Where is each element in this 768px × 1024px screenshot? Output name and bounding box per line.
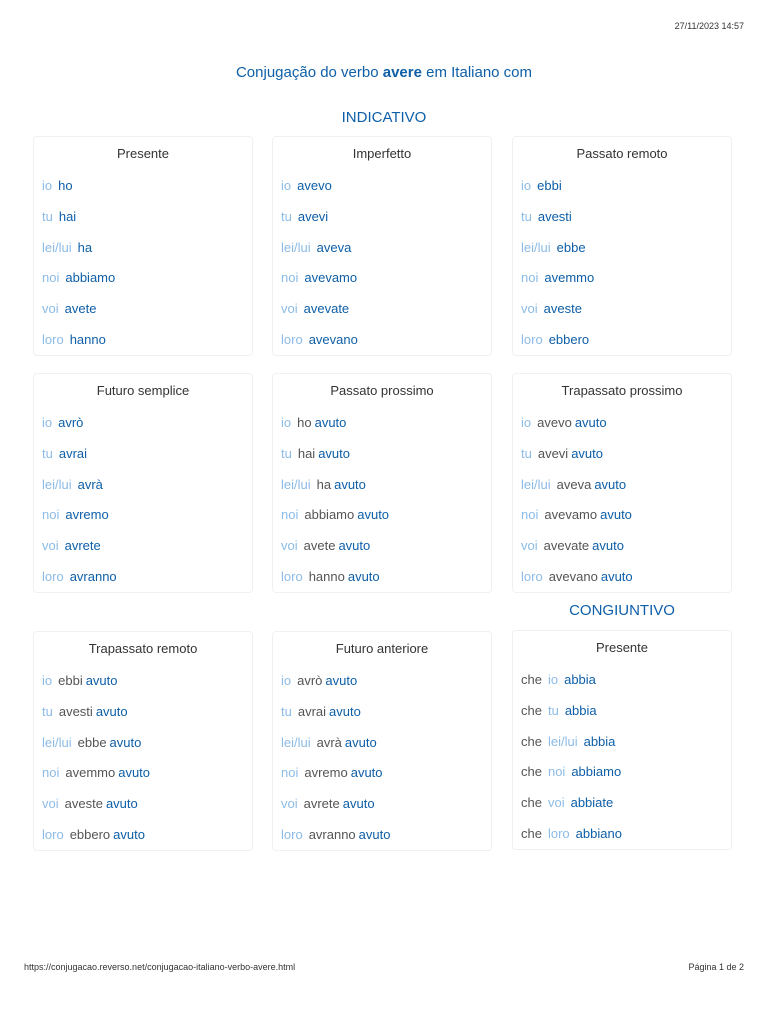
conjugation-row — [521, 568, 723, 599]
pronoun: tu — [281, 703, 292, 719]
verb-form: avuto — [342, 796, 375, 812]
verb-form: avuto — [325, 673, 358, 688]
verb-form: aveste — [543, 301, 582, 317]
conjugation-row — [42, 568, 244, 599]
pronoun: lei/lui — [281, 239, 311, 255]
verb-form: avuto — [95, 703, 128, 719]
conjugation-row — [521, 239, 723, 270]
pronoun: tu — [42, 703, 53, 719]
pronoun: voi — [281, 796, 298, 812]
auxiliary-form: hanno — [308, 568, 345, 584]
footer-url: https://conjugacao.reverso.net/conjugacao-italiano-verbo-avere.html — [24, 962, 296, 972]
conjugation-row — [521, 506, 723, 537]
card-passato-prossimo — [272, 373, 492, 593]
conjugation-row — [281, 672, 483, 703]
pronoun: loro — [547, 825, 570, 841]
che-word: che — [521, 795, 542, 811]
pronoun: tu — [281, 208, 292, 224]
conjugation-row — [42, 795, 244, 826]
card-title: Trapassato remoto — [88, 641, 198, 656]
card-title: Imperfetto — [352, 146, 412, 161]
auxiliary-form: avevano — [548, 568, 598, 584]
title-suffix: em Italiano com — [421, 64, 533, 81]
auxiliary-form: ebbe — [77, 734, 107, 750]
conjugation-row — [42, 269, 244, 300]
conjugation-row — [281, 269, 483, 300]
conjugation-row — [521, 331, 723, 362]
verb-form: abbiano — [575, 825, 622, 841]
card-title: Trapassato prossimo — [561, 383, 683, 398]
pronoun: loro — [521, 568, 543, 584]
verb-form: avevate — [303, 301, 350, 317]
conjugation-row — [42, 703, 244, 734]
pronoun: lei/lui — [521, 239, 551, 255]
verb-form: avevo — [297, 178, 332, 193]
conjugation-row — [42, 734, 244, 765]
pronoun: lei/lui — [521, 476, 551, 492]
pronoun: io — [281, 178, 292, 193]
verb-form: abbia — [564, 702, 597, 718]
pronoun: noi — [521, 507, 539, 523]
pronoun: loro — [42, 826, 64, 842]
conjugation-row — [281, 734, 483, 765]
auxiliary-form: abbiamo — [304, 507, 355, 523]
pronoun: voi — [521, 301, 538, 317]
pronoun: lei/lui — [42, 734, 72, 750]
che-word: che — [521, 764, 542, 780]
page-title — [0, 64, 768, 81]
pronoun: io — [42, 415, 53, 430]
pronoun: loro — [281, 331, 303, 347]
pronoun: tu — [281, 445, 292, 461]
verb-form: avuto — [571, 445, 604, 461]
pronoun: tu — [547, 702, 559, 718]
conjugation-row — [42, 239, 244, 270]
conjugation-row — [521, 763, 723, 794]
auxiliary-form: avevo — [537, 415, 572, 430]
pronoun: loro — [42, 331, 64, 347]
conjugation-list — [281, 414, 483, 599]
auxiliary-form: ebbi — [58, 673, 83, 688]
conjugation-row — [42, 177, 244, 208]
conjugation-row — [42, 764, 244, 795]
section-heading-congiuntivo: CONGIUNTIVO — [569, 602, 675, 619]
pronoun: voi — [42, 538, 59, 554]
verb-form: avemmo — [544, 270, 595, 286]
conjugation-row — [281, 703, 483, 734]
pronoun: lei/lui — [281, 734, 311, 750]
pronoun: lei/lui — [42, 476, 72, 492]
auxiliary-form: avesti — [58, 703, 93, 719]
verb-form: ho — [58, 178, 73, 193]
verb-form: avuto — [85, 673, 118, 688]
pronoun: tu — [521, 445, 532, 461]
auxiliary-form: avrete — [303, 796, 340, 812]
conjugation-row — [281, 208, 483, 239]
conjugation-row — [281, 445, 483, 476]
verb-form: avevano — [308, 331, 358, 347]
auxiliary-form: avevi — [537, 445, 569, 461]
conjugation-row — [521, 269, 723, 300]
conjugation-list — [521, 414, 723, 599]
card-title: Presente — [595, 640, 649, 655]
pronoun: voi — [42, 796, 59, 812]
verb-form: hanno — [69, 331, 106, 347]
verb-form: avuto — [357, 507, 390, 523]
conjugation-row — [521, 445, 723, 476]
pronoun: io — [521, 178, 532, 193]
conjugation-row — [281, 764, 483, 795]
verb-form: ha — [77, 239, 93, 255]
conjugation-row — [521, 702, 723, 733]
conjugation-list — [281, 672, 483, 857]
conjugation-row — [281, 414, 483, 445]
conjugation-row — [281, 239, 483, 270]
pronoun: noi — [42, 270, 60, 286]
che-word: che — [521, 733, 542, 749]
verb-form: avete — [64, 301, 97, 317]
verb-form: avrai — [58, 445, 88, 461]
pronoun: lei/lui — [281, 476, 311, 492]
auxiliary-form: aveste — [64, 796, 103, 812]
conjugation-list — [42, 177, 244, 362]
verb-form: avuto — [592, 538, 624, 554]
card-title: Futuro semplice — [96, 383, 190, 398]
pronoun: tu — [42, 445, 53, 461]
card-presente — [33, 136, 253, 356]
verb-form: avuto — [358, 826, 391, 842]
conjugation-row — [42, 414, 244, 445]
pronoun: voi — [521, 538, 538, 554]
conjugation-row — [281, 826, 483, 857]
conjugation-row — [42, 445, 244, 476]
che-word: che — [521, 672, 542, 687]
conjugation-row — [281, 177, 483, 208]
auxiliary-form: avranno — [308, 826, 356, 842]
pronoun: tu — [521, 208, 532, 224]
pronoun: voi — [281, 301, 298, 317]
verb-form: avuto — [574, 415, 607, 430]
verb-form: abbiamo — [571, 764, 622, 780]
card-trapassato-remoto — [33, 631, 253, 851]
auxiliary-form: aveva — [556, 476, 592, 492]
verb-form: avuto — [594, 476, 627, 492]
verb-form: avuto — [334, 476, 366, 492]
conjugation-row — [42, 300, 244, 331]
verb-form: avuto — [344, 734, 377, 750]
auxiliary-form: ha — [316, 476, 332, 492]
card-title: Passato prossimo — [330, 383, 434, 398]
footer-page-number: Página 1 de 2 — [688, 962, 744, 972]
auxiliary-form: avrà — [316, 734, 342, 750]
pronoun: noi — [547, 764, 566, 780]
conjugation-row — [281, 300, 483, 331]
che-word: che — [521, 825, 542, 841]
auxiliary-form: avemmo — [65, 765, 116, 781]
verb-form: avuto — [113, 826, 145, 842]
pronoun: lei/lui — [547, 733, 578, 749]
conjugation-row — [42, 331, 244, 362]
pronoun: loro — [42, 568, 64, 584]
conjugation-list — [42, 414, 244, 599]
verb-form: abbia — [583, 733, 616, 749]
pronoun: noi — [281, 765, 299, 781]
pronoun: io — [521, 415, 532, 430]
conjugation-row — [281, 476, 483, 507]
conjugation-row — [521, 208, 723, 239]
conjugation-row — [42, 208, 244, 239]
conjugation-list — [42, 672, 244, 857]
pronoun: io — [42, 178, 53, 193]
verb-form: avranno — [69, 568, 117, 584]
auxiliary-form: avete — [303, 538, 336, 554]
verb-form: avuto — [347, 568, 380, 584]
verb-form: avrete — [64, 538, 101, 554]
verb-form: hai — [58, 208, 77, 224]
conjugation-row — [521, 300, 723, 331]
auxiliary-form: avremo — [304, 765, 348, 781]
card-trapassato-prossimo — [512, 373, 732, 593]
conjugation-row — [281, 506, 483, 537]
verb-form: avuto — [338, 538, 371, 554]
pronoun: io — [281, 415, 292, 430]
verb-form: aveva — [316, 239, 352, 255]
pronoun: loro — [521, 331, 543, 347]
pronoun: voi — [42, 301, 59, 317]
card-title: Futuro anteriore — [335, 641, 429, 656]
conjugation-row — [521, 177, 723, 208]
card-congiuntivo-presente — [512, 630, 732, 850]
pronoun: noi — [281, 270, 299, 286]
pronoun: noi — [42, 765, 60, 781]
pronoun: tu — [42, 208, 53, 224]
auxiliary-form: avevate — [543, 538, 590, 554]
auxiliary-form: avevamo — [544, 507, 598, 523]
conjugation-row — [521, 825, 723, 856]
verb-form: avuto — [105, 796, 138, 812]
pronoun: noi — [281, 507, 299, 523]
verb-form: ebbero — [548, 331, 590, 347]
verb-form: avuto — [314, 415, 347, 430]
pronoun: noi — [521, 270, 539, 286]
card-futuro-semplice — [33, 373, 253, 593]
conjugation-list — [521, 671, 723, 856]
card-passato-remoto — [512, 136, 732, 356]
conjugation-row — [521, 733, 723, 764]
pronoun: voi — [281, 538, 298, 554]
conjugation-list — [521, 177, 723, 362]
pronoun: voi — [547, 795, 565, 811]
conjugation-list — [281, 177, 483, 362]
verb-form: avremo — [65, 507, 109, 523]
che-word: che — [521, 702, 542, 718]
print-date: 27/11/2023 14:57 — [674, 21, 744, 31]
conjugation-row — [281, 331, 483, 362]
conjugation-row — [281, 568, 483, 599]
auxiliary-form: hai — [297, 445, 316, 461]
verb-form: avuto — [350, 765, 383, 781]
title-prefix: Conjugação do verbo — [235, 64, 383, 81]
pronoun: loro — [281, 826, 303, 842]
verb-form: avuto — [600, 568, 633, 584]
pronoun: io — [281, 673, 292, 688]
conjugation-row — [42, 476, 244, 507]
auxiliary-form: ebbero — [69, 826, 111, 842]
verb-form: avevi — [297, 208, 329, 224]
verb-form: ebbi — [537, 178, 562, 193]
verb-form: avuto — [118, 765, 151, 781]
conjugation-row — [521, 476, 723, 507]
verb-form: abbiate — [570, 795, 614, 811]
section-heading-indicativo: INDICATIVO — [341, 109, 427, 126]
pronoun: noi — [42, 507, 60, 523]
auxiliary-form: avrai — [297, 703, 327, 719]
verb-form: avuto — [329, 703, 361, 719]
title-verb: avere — [382, 64, 422, 81]
conjugation-row — [521, 537, 723, 568]
conjugation-row — [281, 537, 483, 568]
conjugation-row — [521, 414, 723, 445]
verb-form: avrò — [58, 415, 84, 430]
verb-form: avesti — [537, 208, 572, 224]
card-title: Presente — [116, 146, 170, 161]
verb-form: avuto — [109, 734, 142, 750]
conjugation-row — [42, 672, 244, 703]
pronoun: loro — [281, 568, 303, 584]
auxiliary-form: avrò — [297, 673, 323, 688]
verb-form: abbiamo — [65, 270, 116, 286]
verb-form: avuto — [600, 507, 632, 523]
verb-form: avuto — [318, 445, 351, 461]
conjugation-row — [42, 506, 244, 537]
auxiliary-form: ho — [297, 415, 312, 430]
conjugation-row — [281, 795, 483, 826]
conjugation-row — [42, 826, 244, 857]
verb-form: ebbe — [556, 239, 586, 255]
card-imperfetto — [272, 136, 492, 356]
conjugation-row — [42, 537, 244, 568]
conjugation-row — [521, 794, 723, 825]
verb-form: avrà — [77, 476, 103, 492]
pronoun: lei/lui — [42, 239, 72, 255]
verb-form: avevamo — [304, 270, 358, 286]
pronoun: io — [547, 672, 559, 687]
conjugation-row — [521, 671, 723, 702]
card-title: Passato remoto — [576, 146, 668, 161]
card-futuro-anteriore — [272, 631, 492, 851]
pronoun: io — [42, 673, 53, 688]
verb-form: abbia — [564, 672, 596, 687]
